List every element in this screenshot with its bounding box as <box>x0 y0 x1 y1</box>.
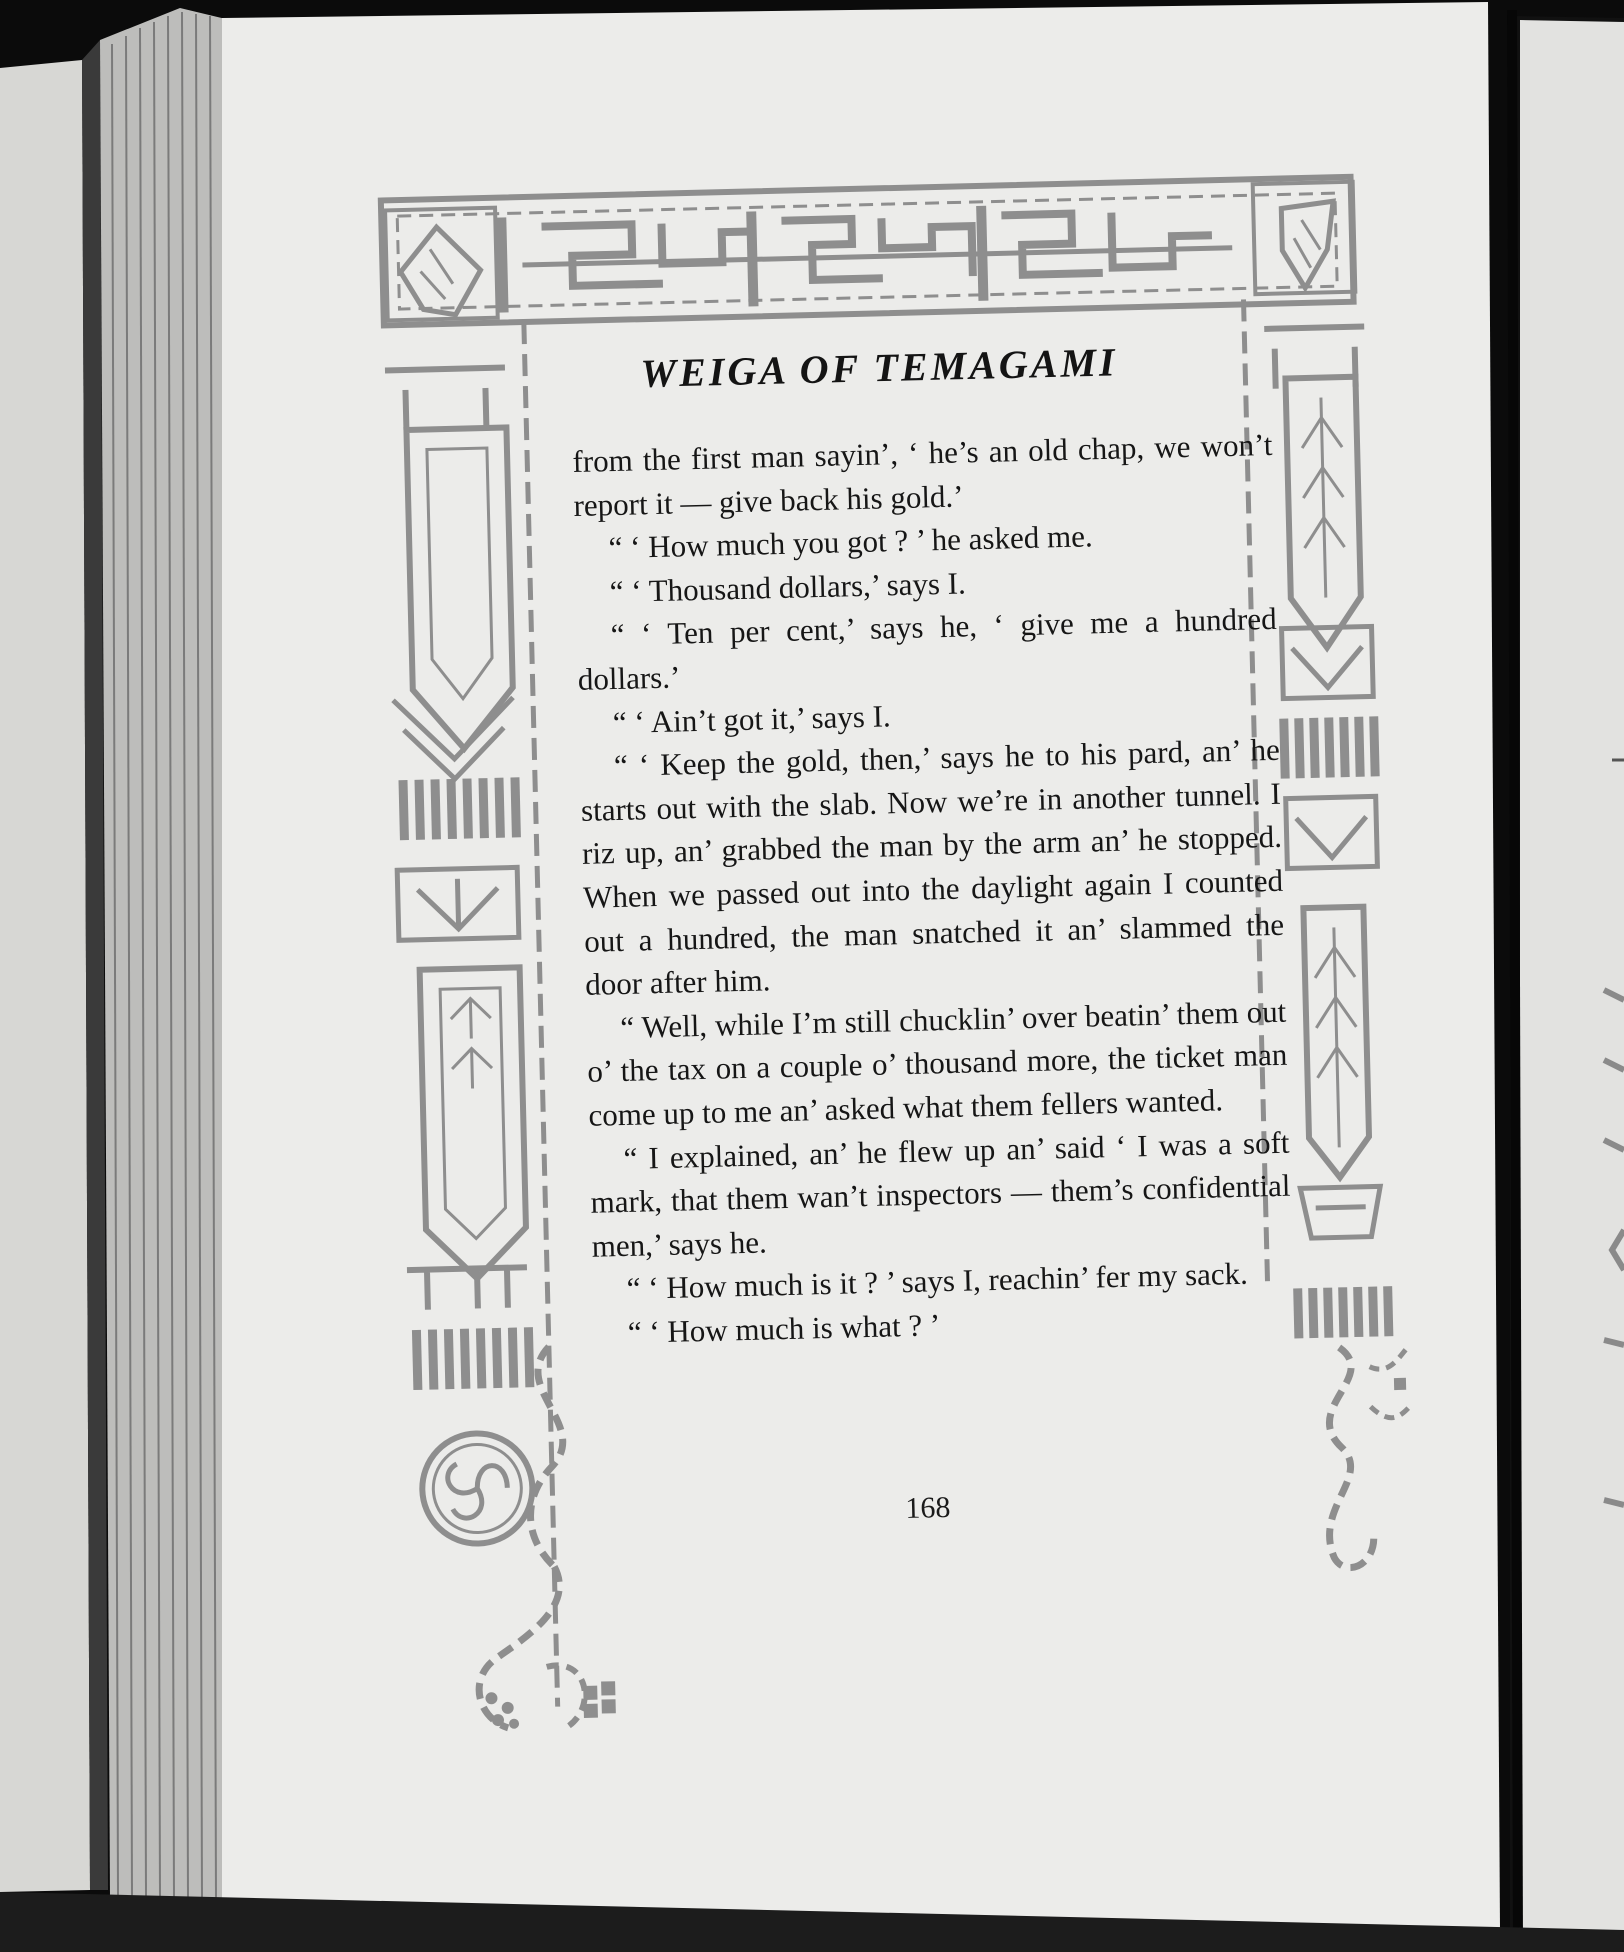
paragraph: “ ‘ Keep the gold, then,’ says he to his pard, an’ he starts out with the slab. Now we’re in another tunnel. I riz up, an’ grabbed the man by the arm an’ he stopped. When we passed out into the daylight again I counted out a hundred, the man snatched it an’ slammed the door after him. <box>580 731 1285 1002</box>
left-page-stack <box>0 8 230 1900</box>
paragraph: “ ‘ How much is it ? ’ says I, reachin’ fer my sack. <box>626 1256 1249 1307</box>
body-text <box>572 423 1294 1355</box>
paragraph: “ ‘ How much is what ? ’ <box>627 1307 941 1350</box>
right-page <box>1510 10 1624 1952</box>
page-title: WEIGA OF TEMAGAMI <box>640 339 1119 396</box>
paragraph: “ Well, while I’m still chucklin’ over beatin’ them out o’ the tax on a couple o’ thousand more, the ticket man come up to me an’ asked what them fellers wanted. <box>587 993 1288 1133</box>
paragraph: “ I explained, an’ he flew up an’ said ‘ I was a soft mark, that them wan’t inspectors — them’s confidential men,’ says he. <box>590 1124 1291 1264</box>
paragraph: “ ‘ Thousand dollars,’ says I. <box>609 565 967 609</box>
paragraph: “ ‘ Ain’t got it,’ says I. <box>612 697 892 740</box>
paragraph: “ ‘ How much you got ? ’ he asked me. <box>608 518 1094 566</box>
page-number: 168 <box>905 1490 951 1525</box>
paragraph: from the first man sayin’, ‘ he’s an old chap, we won’t report it — give back his gold.’ <box>572 426 1273 523</box>
paragraph: “ ‘ Ten per cent,’ says he, ‘ give me a hundred dollars.’ <box>577 601 1278 697</box>
